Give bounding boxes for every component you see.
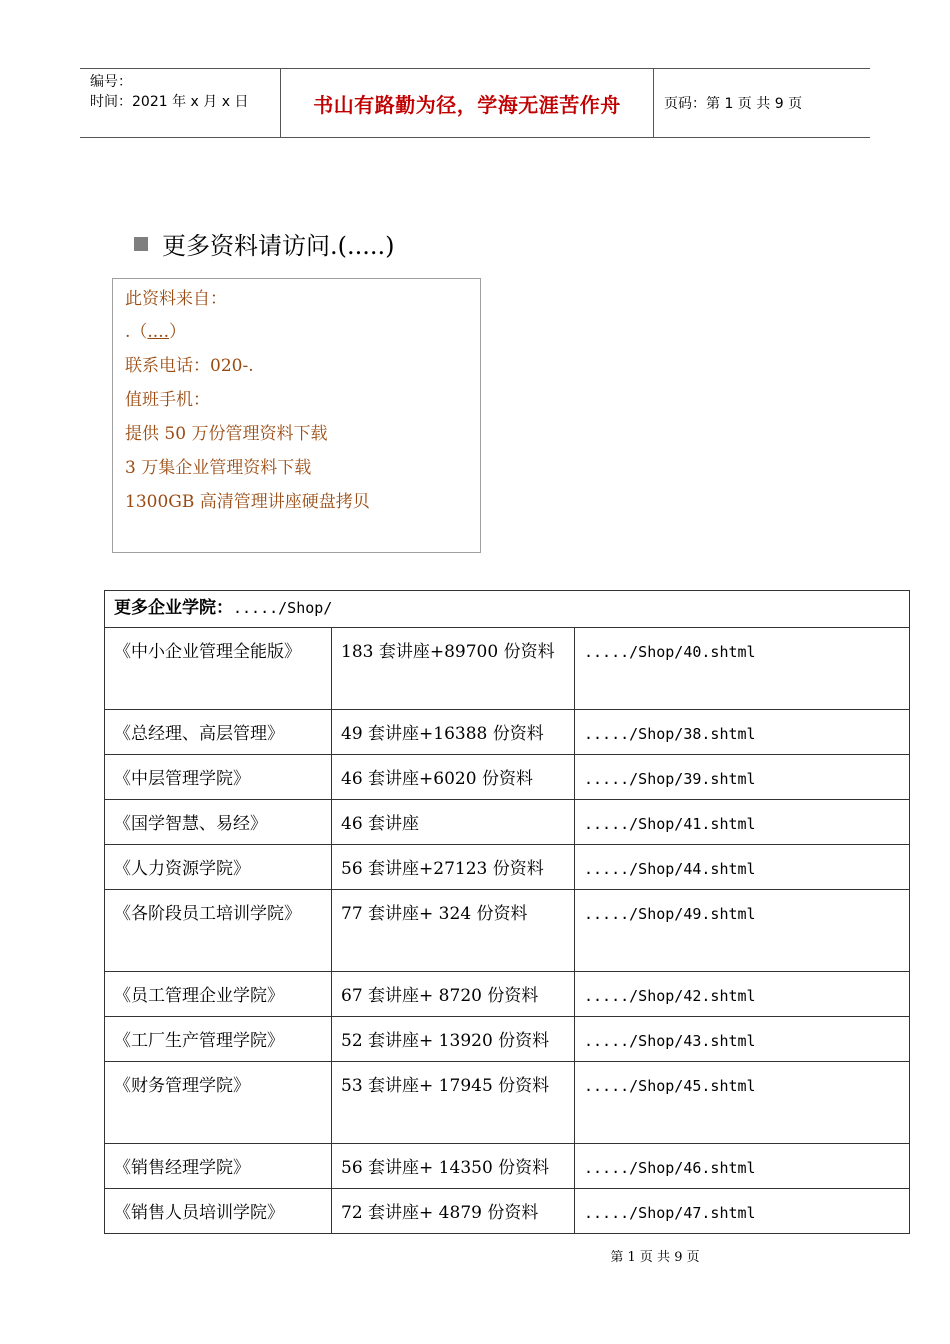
header-motto-cell bbox=[281, 69, 654, 137]
row-content: 56 套讲座+ 14350 份资料 bbox=[332, 1144, 575, 1189]
source-line: 联系电话：020-. bbox=[125, 356, 254, 376]
table-row bbox=[105, 845, 910, 890]
source-line: 提供 50 万份管理资料下载 bbox=[125, 424, 328, 444]
row-name: 《财务管理学院》 bbox=[105, 1062, 332, 1144]
row-url[interactable]: ...../Shop/39.shtml bbox=[575, 755, 910, 800]
source-link-line bbox=[125, 315, 480, 349]
header-meta bbox=[80, 69, 281, 137]
row-name: 《中小企业管理全能版》 bbox=[105, 628, 332, 710]
source-line: 3 万集企业管理资料下载 bbox=[125, 458, 312, 478]
row-url[interactable]: ...../Shop/44.shtml bbox=[575, 845, 910, 890]
row-url[interactable]: ...../Shop/49.shtml bbox=[575, 890, 910, 972]
row-content: 46 套讲座 bbox=[332, 800, 575, 845]
table-row bbox=[105, 628, 910, 710]
table-row bbox=[105, 710, 910, 755]
row-name: 《人力资源学院》 bbox=[105, 845, 332, 890]
row-content: 72 套讲座+ 4879 份资料 bbox=[332, 1189, 575, 1234]
row-url[interactable]: ...../Shop/45.shtml bbox=[575, 1062, 910, 1144]
row-url[interactable]: ...../Shop/43.shtml bbox=[575, 1017, 910, 1062]
row-name: 《各阶段员工培训学院》 bbox=[105, 890, 332, 972]
row-url[interactable]: ...../Shop/38.shtml bbox=[575, 710, 910, 755]
table-header-cell bbox=[105, 591, 910, 628]
table-row bbox=[105, 1017, 910, 1062]
number-label: 编号： bbox=[90, 74, 132, 90]
source-line: 值班手机： bbox=[125, 390, 210, 410]
academy-table bbox=[104, 590, 910, 1234]
row-content: 77 套讲座+ 324 份资料 bbox=[332, 890, 575, 972]
source-link-prefix: .（ bbox=[125, 322, 148, 342]
table-row bbox=[105, 1189, 910, 1234]
header-motto: 书山有路勤为径，学海无涯苦作舟 bbox=[313, 92, 621, 117]
row-content: 53 套讲座+ 17945 份资料 bbox=[332, 1062, 575, 1144]
row-content: 67 套讲座+ 8720 份资料 bbox=[332, 972, 575, 1017]
source-info-box bbox=[112, 278, 481, 553]
source-link[interactable]: .... bbox=[147, 322, 170, 342]
table-row bbox=[105, 1062, 910, 1144]
time-label: 时间：2021 年 x 月 x 日 bbox=[90, 94, 249, 110]
table-header-label: 更多企业学院： bbox=[114, 598, 233, 618]
page-header bbox=[80, 68, 870, 138]
row-url[interactable]: ...../Shop/46.shtml bbox=[575, 1144, 910, 1189]
source-link-suffix: ） bbox=[169, 322, 187, 342]
row-name: 《中层管理学院》 bbox=[105, 755, 332, 800]
row-content: 183 套讲座+89700 份资料 bbox=[332, 628, 575, 710]
row-content: 46 套讲座+6020 份资料 bbox=[332, 755, 575, 800]
table-row bbox=[105, 755, 910, 800]
source-line: 1300GB 高清管理讲座硬盘拷贝 bbox=[125, 492, 370, 512]
row-url[interactable]: ...../Shop/42.shtml bbox=[575, 972, 910, 1017]
source-line: 此资料来自： bbox=[125, 289, 227, 309]
page-title-text: 更多资料请访问.(.....) bbox=[162, 232, 395, 260]
page-footer: 第 1 页 共 9 页 bbox=[610, 1250, 700, 1265]
table-row bbox=[105, 1144, 910, 1189]
table-header-url[interactable]: ...../Shop/ bbox=[233, 599, 333, 617]
row-name: 《销售经理学院》 bbox=[105, 1144, 332, 1189]
header-page-info: 页码：第 1 页 共 9 页 bbox=[664, 96, 803, 112]
row-url[interactable]: ...../Shop/47.shtml bbox=[575, 1189, 910, 1234]
row-content: 49 套讲座+16388 份资料 bbox=[332, 710, 575, 755]
table-row bbox=[105, 800, 910, 845]
table-header-row bbox=[105, 591, 910, 628]
square-bullet-icon bbox=[134, 237, 148, 251]
row-url[interactable]: ...../Shop/41.shtml bbox=[575, 800, 910, 845]
row-url[interactable]: ...../Shop/40.shtml bbox=[575, 628, 910, 710]
row-content: 56 套讲座+27123 份资料 bbox=[332, 845, 575, 890]
row-content: 52 套讲座+ 13920 份资料 bbox=[332, 1017, 575, 1062]
table-row bbox=[105, 890, 910, 972]
row-name: 《国学智慧、易经》 bbox=[105, 800, 332, 845]
row-name: 《员工管理企业学院》 bbox=[105, 972, 332, 1017]
table-row bbox=[105, 972, 910, 1017]
row-name: 《总经理、高层管理》 bbox=[105, 710, 332, 755]
row-name: 《工厂生产管理学院》 bbox=[105, 1017, 332, 1062]
row-name: 《销售人员培训学院》 bbox=[105, 1189, 332, 1234]
page-title bbox=[134, 226, 395, 261]
